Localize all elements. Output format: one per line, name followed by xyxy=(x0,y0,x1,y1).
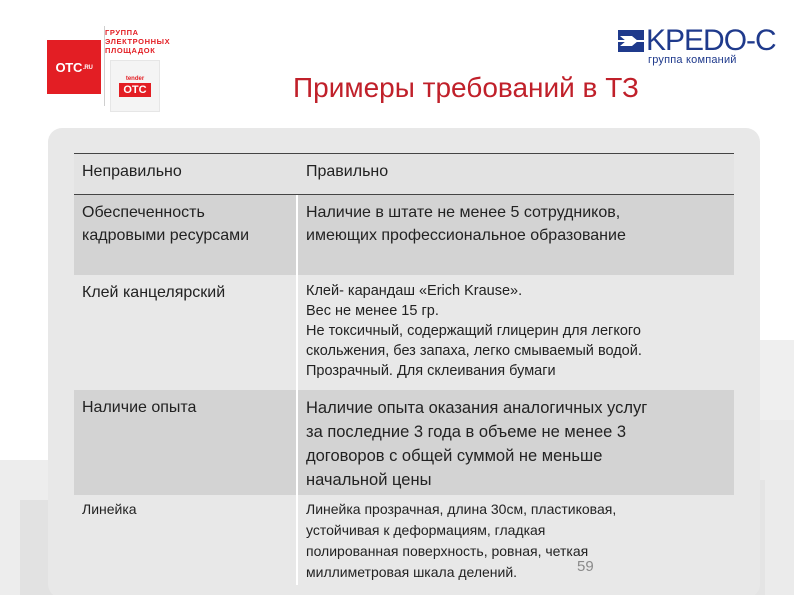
cell-line: Клей- карандаш «Erich Krause». xyxy=(306,283,523,299)
table-row xyxy=(74,495,734,585)
otc-group-caption xyxy=(105,28,170,55)
otc-logo-suffix: .RU xyxy=(83,65,93,71)
cell-wrong xyxy=(74,275,298,390)
background-block xyxy=(760,340,794,420)
cell-line: устойчивая к деформациям, гладкая xyxy=(306,522,546,538)
cell-correct xyxy=(298,195,734,275)
cell-line: за последние 3 года в объеме не менее 3 xyxy=(306,423,627,441)
cell-line: Не токсичный, содержащий глицерин для легкого xyxy=(306,323,641,339)
cell-wrong xyxy=(74,195,298,275)
table-row xyxy=(74,390,734,495)
page-number: 59 xyxy=(577,558,594,575)
otc-group-line: ПЛОЩАДОК xyxy=(105,46,156,55)
cell-correct xyxy=(298,275,734,390)
cell-line: полированная поверхность, ровная, четкая xyxy=(306,543,589,559)
cell-line: начальной цены xyxy=(306,471,432,489)
cell-line: Вес не менее 15 гр. xyxy=(306,303,439,319)
cell-correct xyxy=(298,495,734,585)
kredo-mark-icon xyxy=(618,30,644,52)
otc-logo xyxy=(47,40,101,94)
cell-line: кадровыми ресурсами xyxy=(82,227,250,244)
cell-wrong xyxy=(74,390,298,495)
table-row xyxy=(74,195,734,275)
kredo-logo xyxy=(618,24,776,68)
cell-line: Прозрачный. Для склеивания бумаги xyxy=(306,363,556,379)
cell-line: скольжения, без запаха, легко смываемый водой. xyxy=(306,343,642,359)
otc-group-line: ГРУППА xyxy=(105,28,139,37)
header-right: Правильно xyxy=(306,163,389,180)
cell-line: Наличие опыта оказания аналогичных услуг xyxy=(306,399,648,417)
cell-line: Наличие в штате не менее 5 сотрудников, xyxy=(306,204,621,221)
cell-wrong xyxy=(74,495,298,585)
cell-line: имеющих профессиональное образование xyxy=(306,227,626,244)
cell-line: договоров с общей суммой не меньше xyxy=(306,447,603,465)
cell-line: Линейка xyxy=(82,501,137,517)
tender-logo-big: OTC xyxy=(119,83,150,97)
tender-otc-logo xyxy=(110,60,160,112)
cell-line: миллиметровая шкала делений. xyxy=(306,564,518,580)
requirements-table xyxy=(74,153,734,585)
cell-line: Клей канцелярский xyxy=(82,284,226,301)
kredo-subtitle: группа компаний xyxy=(648,54,737,66)
kredo-name: KPEDO-C xyxy=(646,24,776,57)
slide-title: Примеры требований в ТЗ xyxy=(293,72,639,103)
cell-line: Линейка прозрачная, длина 30см, пластиковая, xyxy=(306,501,617,517)
cell-line: Наличие опыта xyxy=(82,399,197,416)
otc-group-line: ЭЛЕКТРОННЫХ xyxy=(105,37,171,46)
table-row xyxy=(74,275,734,390)
header-wrong: Неправильно xyxy=(82,163,182,180)
tender-logo-small: tender xyxy=(125,75,145,82)
otc-logo-text: OTC xyxy=(55,59,83,75)
cell-line: Обеспеченность xyxy=(82,204,205,221)
cell-correct xyxy=(298,390,734,495)
table-header-row xyxy=(74,154,734,195)
